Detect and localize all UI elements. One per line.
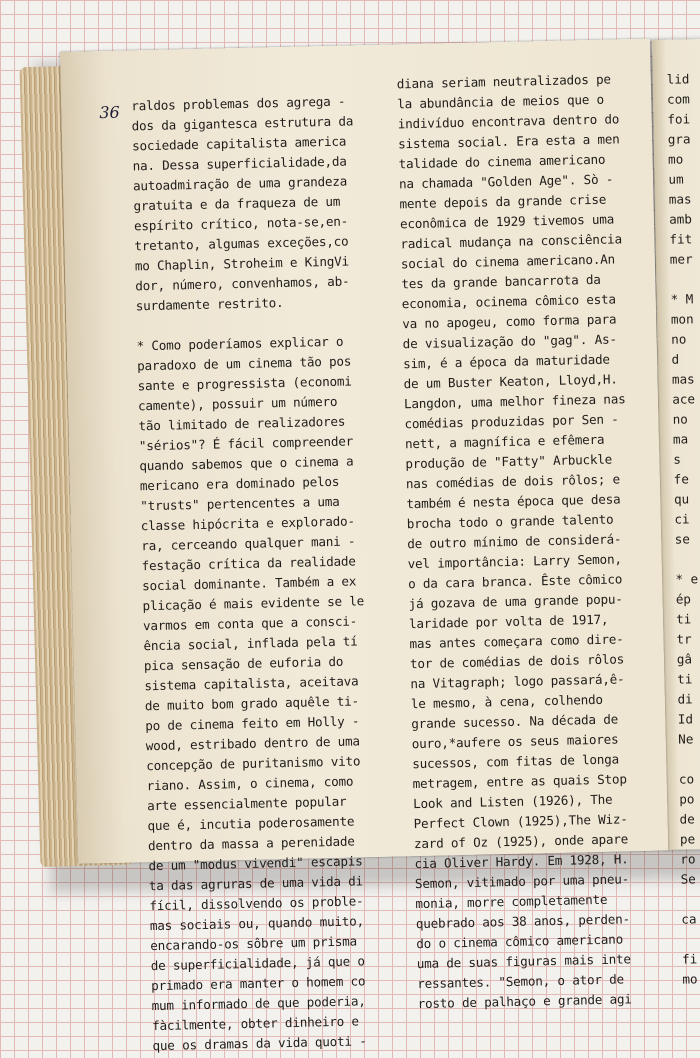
text-line: econômica de 1929 tivemos uma (399, 211, 615, 232)
text-line: de muito bom grado aquêle ti- (144, 693, 360, 714)
text-line: Perfect Clown (1925),The Wiz- (413, 811, 628, 832)
text-line: tão limitado de realizadores (138, 413, 346, 434)
text-line: fícil, dissolvendo os proble- (149, 893, 364, 914)
facing-text-fragment: ro (680, 851, 696, 867)
facing-text-fragment: no (671, 331, 687, 347)
text-line: "trusts" pertencentes a uma (140, 493, 340, 514)
text-line: mas sociais ou, quando muito, (149, 913, 365, 934)
text-line: wood, estribado dentro de uma (145, 733, 360, 754)
facing-text-fragment: amb (668, 211, 693, 227)
text-line: plicação é mais evidente se le (142, 593, 365, 614)
text-line: classe hipócrita e explorado- (140, 513, 355, 534)
facing-text-fragment: com (666, 91, 690, 107)
text-line: indivíduo encontrava dentro do (397, 111, 620, 132)
text-line: de um Buster Keaton, Lloyd,H. (403, 371, 618, 392)
text-line: arte essencialmente popular (146, 793, 347, 814)
facing-text-fragment: fe (673, 471, 689, 487)
text-line: Look and Listen (1926), The (412, 791, 613, 812)
text-line: Langdon, uma melhor fineza nas (403, 391, 626, 412)
text-line: de um "modus vivendi" escapis (148, 853, 363, 874)
text-line: que os dramas da vida quoti - (152, 1033, 367, 1054)
facing-text-fragment: ma (672, 431, 689, 447)
text-line: * Como poderíamos explicar o (136, 333, 344, 354)
facing-text-fragment: Id (677, 711, 694, 727)
text-line: produção de "Fatty" Arbuckle (405, 451, 613, 472)
facing-text-fragment: ace (672, 391, 696, 407)
text-line: camente), possuir um número (137, 393, 338, 414)
facing-text-fragment: po (679, 791, 695, 807)
facing-text-fragment: gra (667, 131, 691, 147)
text-line: surdamente restrito. (135, 294, 284, 314)
facing-text-fragment: d (671, 351, 680, 367)
facing-text-fragment: Se (680, 871, 696, 887)
text-line: comédias produzidas por Sen - (404, 411, 619, 432)
text-line: dentro da massa a perenidade (147, 833, 355, 854)
text-line: laridade por volta de 1917, (408, 611, 609, 632)
text-line: "sérios"? É fácil compreender (138, 433, 354, 454)
text-line: sante e progressista (economi (137, 373, 352, 394)
facing-text-fragment: ca (681, 911, 697, 927)
text-line: mericano era dominado pelos (139, 473, 340, 494)
text-line: do o cinema cômico americano (416, 931, 624, 952)
text-line: pica sensação de euforia do (143, 653, 344, 674)
text-line: le mesmo, à cena, colhendo (410, 691, 603, 712)
text-line: sim, é a época da maturidade (402, 351, 610, 372)
text-line: ra, cerceando qualquer mani - (141, 533, 356, 554)
facing-text-fragment: * M (670, 291, 694, 307)
text-line: brocha todo o grande talento (406, 511, 614, 532)
text-line: primado era manter o homem co (151, 973, 366, 994)
facing-text-fragment: lid (666, 71, 690, 87)
text-line: já gozava de uma grande popu- (408, 591, 623, 612)
text-line: dor, número, convenhamos, ab- (135, 273, 350, 294)
text-line: na. Dessa superficialidade,da (132, 153, 347, 174)
text-line: concepção de puritanismo vito (146, 753, 361, 774)
facing-text-fragment: foi (667, 111, 691, 127)
text-line: Semon, vitimado por uma pneu- (414, 871, 630, 892)
facing-text-fragment: mo (667, 151, 684, 167)
text-line: quando sabemos que o cinema a (139, 453, 354, 474)
text-line: ouro,*aufere os seus maiores (411, 731, 619, 752)
text-line: sociedade capitalista america (131, 133, 347, 154)
facing-text-fragment: qu (673, 491, 690, 507)
facing-text-fragment: mo (682, 971, 698, 987)
text-line: tor de comédias de dois rôlos (409, 651, 625, 672)
text-line: monia, morre completamente (415, 891, 608, 912)
facing-text-fragment: co (678, 771, 695, 787)
left-text-column (131, 90, 415, 1056)
facing-text-fragment: ti (677, 671, 693, 687)
text-line: ta das agruras de uma vida di (148, 873, 364, 894)
text-line: varmos em conta que a consci- (142, 613, 358, 634)
text-line: grande sucesso. Na década de (411, 711, 619, 732)
text-line: social do cinema americano.An (400, 251, 616, 272)
text-line: mente depois da grande crise (399, 191, 607, 212)
text-line: nas comédias de dois rôlos; e (405, 471, 621, 492)
text-line: de visualização do "gag". As- (402, 331, 617, 352)
text-line: uma de suas figuras mais inte (416, 951, 631, 972)
text-line: autoadmiração de uma grandeza (132, 173, 348, 194)
text-line: diana seriam neutralizados pe (396, 71, 612, 92)
facing-text-fragment: mon (670, 311, 694, 327)
text-line: o da cara branca. Êste cômico (407, 571, 623, 592)
text-line: nett, a magnífica e efêmera (404, 431, 605, 452)
text-line: encarando-os sôbre um prisma (150, 933, 358, 954)
facing-text-fragment: de (679, 811, 695, 827)
text-line: raldos problemas dos agrega - (131, 93, 346, 114)
text-line: sucessos, com fitas de longa (412, 751, 620, 772)
text-line: que é, incutia poderosamente (147, 813, 355, 834)
facing-text-fragment: gâ (676, 651, 693, 667)
text-line: espírito crítico, nota-se,en- (133, 213, 349, 234)
text-line: tretanto, algumas exceções,co (134, 233, 349, 254)
facing-text-fragment: mas (671, 371, 695, 387)
text-line: de superficialidade, já que o (150, 953, 365, 974)
text-line: cia Oliver Hardy. Em 1928, H. (414, 851, 629, 872)
facing-text-fragment: pe (679, 831, 696, 847)
page-number: 36 (99, 102, 120, 123)
facing-text-fragment: mer (669, 251, 693, 267)
text-line: também é nesta época que desa (406, 491, 621, 512)
text-line: radical mudança na consciência (400, 231, 623, 252)
text-line: va no apogeu, como forma para (402, 311, 617, 332)
facing-text-fragment: Ne (678, 731, 694, 747)
book-page (60, 39, 668, 1054)
right-text-column (397, 68, 698, 1014)
facing-text-fragment: di (677, 691, 693, 707)
facing-text-fragment: ép (675, 591, 692, 607)
text-line: sistema capitalista, aceitava (144, 673, 359, 694)
facing-text-fragment: no (672, 411, 688, 427)
text-line: mas antes começara como dire- (409, 631, 624, 652)
facing-text-fragment: ti (675, 611, 692, 627)
facing-text-fragment: * e (675, 571, 699, 587)
text-line: na chamada "Golden Age". Sò - (398, 171, 614, 192)
text-line: vel importância: Larry Semon, (407, 551, 622, 572)
text-line: quebrado aos 38 anos, perden- (415, 911, 631, 932)
text-line: fàcilmente, obter dinheiro e (151, 1013, 359, 1034)
text-line: ressantes. "Semon, o ator de (417, 971, 625, 992)
text-line: dos da gigantesca estrutura da (131, 113, 354, 134)
text-line: po de cinema feito em Holly - (145, 713, 360, 734)
text-line: mo Chaplin, Stroheim e KingVi (134, 253, 350, 274)
text-line: metragem, entre as quais Stop (412, 771, 627, 792)
text-line: tes da grande bancarrota da (401, 271, 601, 292)
text-line: riano. Assim, o cinema, como (146, 773, 354, 794)
facing-text-fragment: fi (681, 951, 698, 967)
facing-text-fragment: s (673, 451, 682, 467)
text-line: gratuita e da fraqueza de um (133, 193, 341, 214)
facing-text-fragment: mas (668, 191, 692, 207)
facing-text-fragment: se (674, 531, 691, 547)
text-line: la abundância de meios que o (397, 91, 605, 112)
text-line: rosto de palhaço e grande agi (417, 991, 632, 1012)
text-line: zard of Oz (1925), onde apare (413, 831, 629, 852)
facing-text-fragment: fit (669, 231, 693, 247)
facing-text-fragment: um (668, 171, 684, 187)
text-line: sistema social. Era esta a men (398, 131, 620, 152)
facing-text-fragment: tr (676, 631, 692, 647)
text-line: talidade do cinema americano (398, 151, 606, 172)
text-line: ência social, inflada pela tí (143, 633, 358, 654)
text-line: social dominante. Também a ex (141, 573, 357, 594)
text-line: economia, ocinema cômico esta (401, 291, 617, 312)
text-line: de outro mínimo de considerá- (407, 531, 622, 552)
text-line: paradoxo de um cinema tão pos (136, 353, 352, 374)
text-line: na Vitagraph; logo passará,ê- (410, 671, 625, 692)
facing-text-fragment: ci (674, 511, 690, 527)
text-line: festação crítica da realidade (141, 553, 356, 574)
text-line: mum informado de que poderia, (151, 993, 366, 1014)
